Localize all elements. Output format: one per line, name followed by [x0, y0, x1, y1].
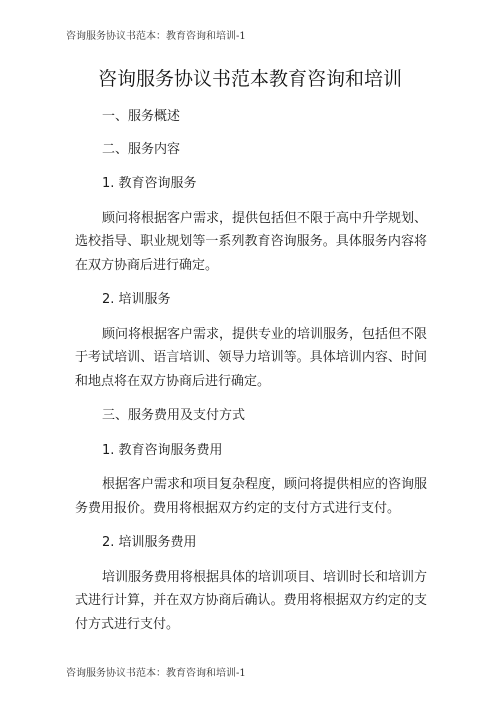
subheading-education-consulting: 1. 教育咨询服务 [102, 176, 197, 191]
subheading-training-service: 2. 培训服务 [102, 292, 171, 307]
page-header: 咨询服务协议书范本：教育咨询和培训-1 [66, 31, 246, 42]
subheading-training-fees: 2. 培训服务费用 [102, 535, 197, 550]
section-heading-fees-payment: 三、服务费用及支付方式 [102, 408, 246, 423]
paragraph-training-service: 顾问将根据客户需求，提供专业的培训服务，包括但不限于考试培训、语言培训、领导力培训等。具体培训内容、时间和地点将在双方协商后进行确定。 [75, 326, 428, 389]
paragraph-consulting-fees: 根据客户需求和项目复杂程度，顾问将提供相应的咨询服务费用报价。费用将根据双方约定的支付方式进行支付。 [75, 477, 428, 516]
paragraph-training-fees: 培训服务费用将根据具体的培训项目、培训时长和培训方式进行计算，并在双方协商后确认。费用将根据双方约定的支付方式进行支付。 [75, 569, 428, 632]
page-footer: 咨询服务协议书范本：教育咨询和培训-1 [66, 668, 246, 679]
subheading-consulting-fees: 1. 教育咨询服务费用 [102, 442, 223, 458]
document-title: 咨询服务协议书范本教育咨询和培训 [97, 68, 402, 90]
section-heading-service-overview: 一、服务概述 [102, 109, 181, 124]
paragraph-education-consulting: 顾问将根据客户需求，提供包括但不限于高中升学规划、选校指导、职业规划等一系列教育咨询服务。具体服务内容将在双方协商后进行确定。 [75, 210, 428, 273]
section-heading-service-content: 二、服务内容 [102, 141, 181, 157]
document-body [75, 105, 427, 636]
